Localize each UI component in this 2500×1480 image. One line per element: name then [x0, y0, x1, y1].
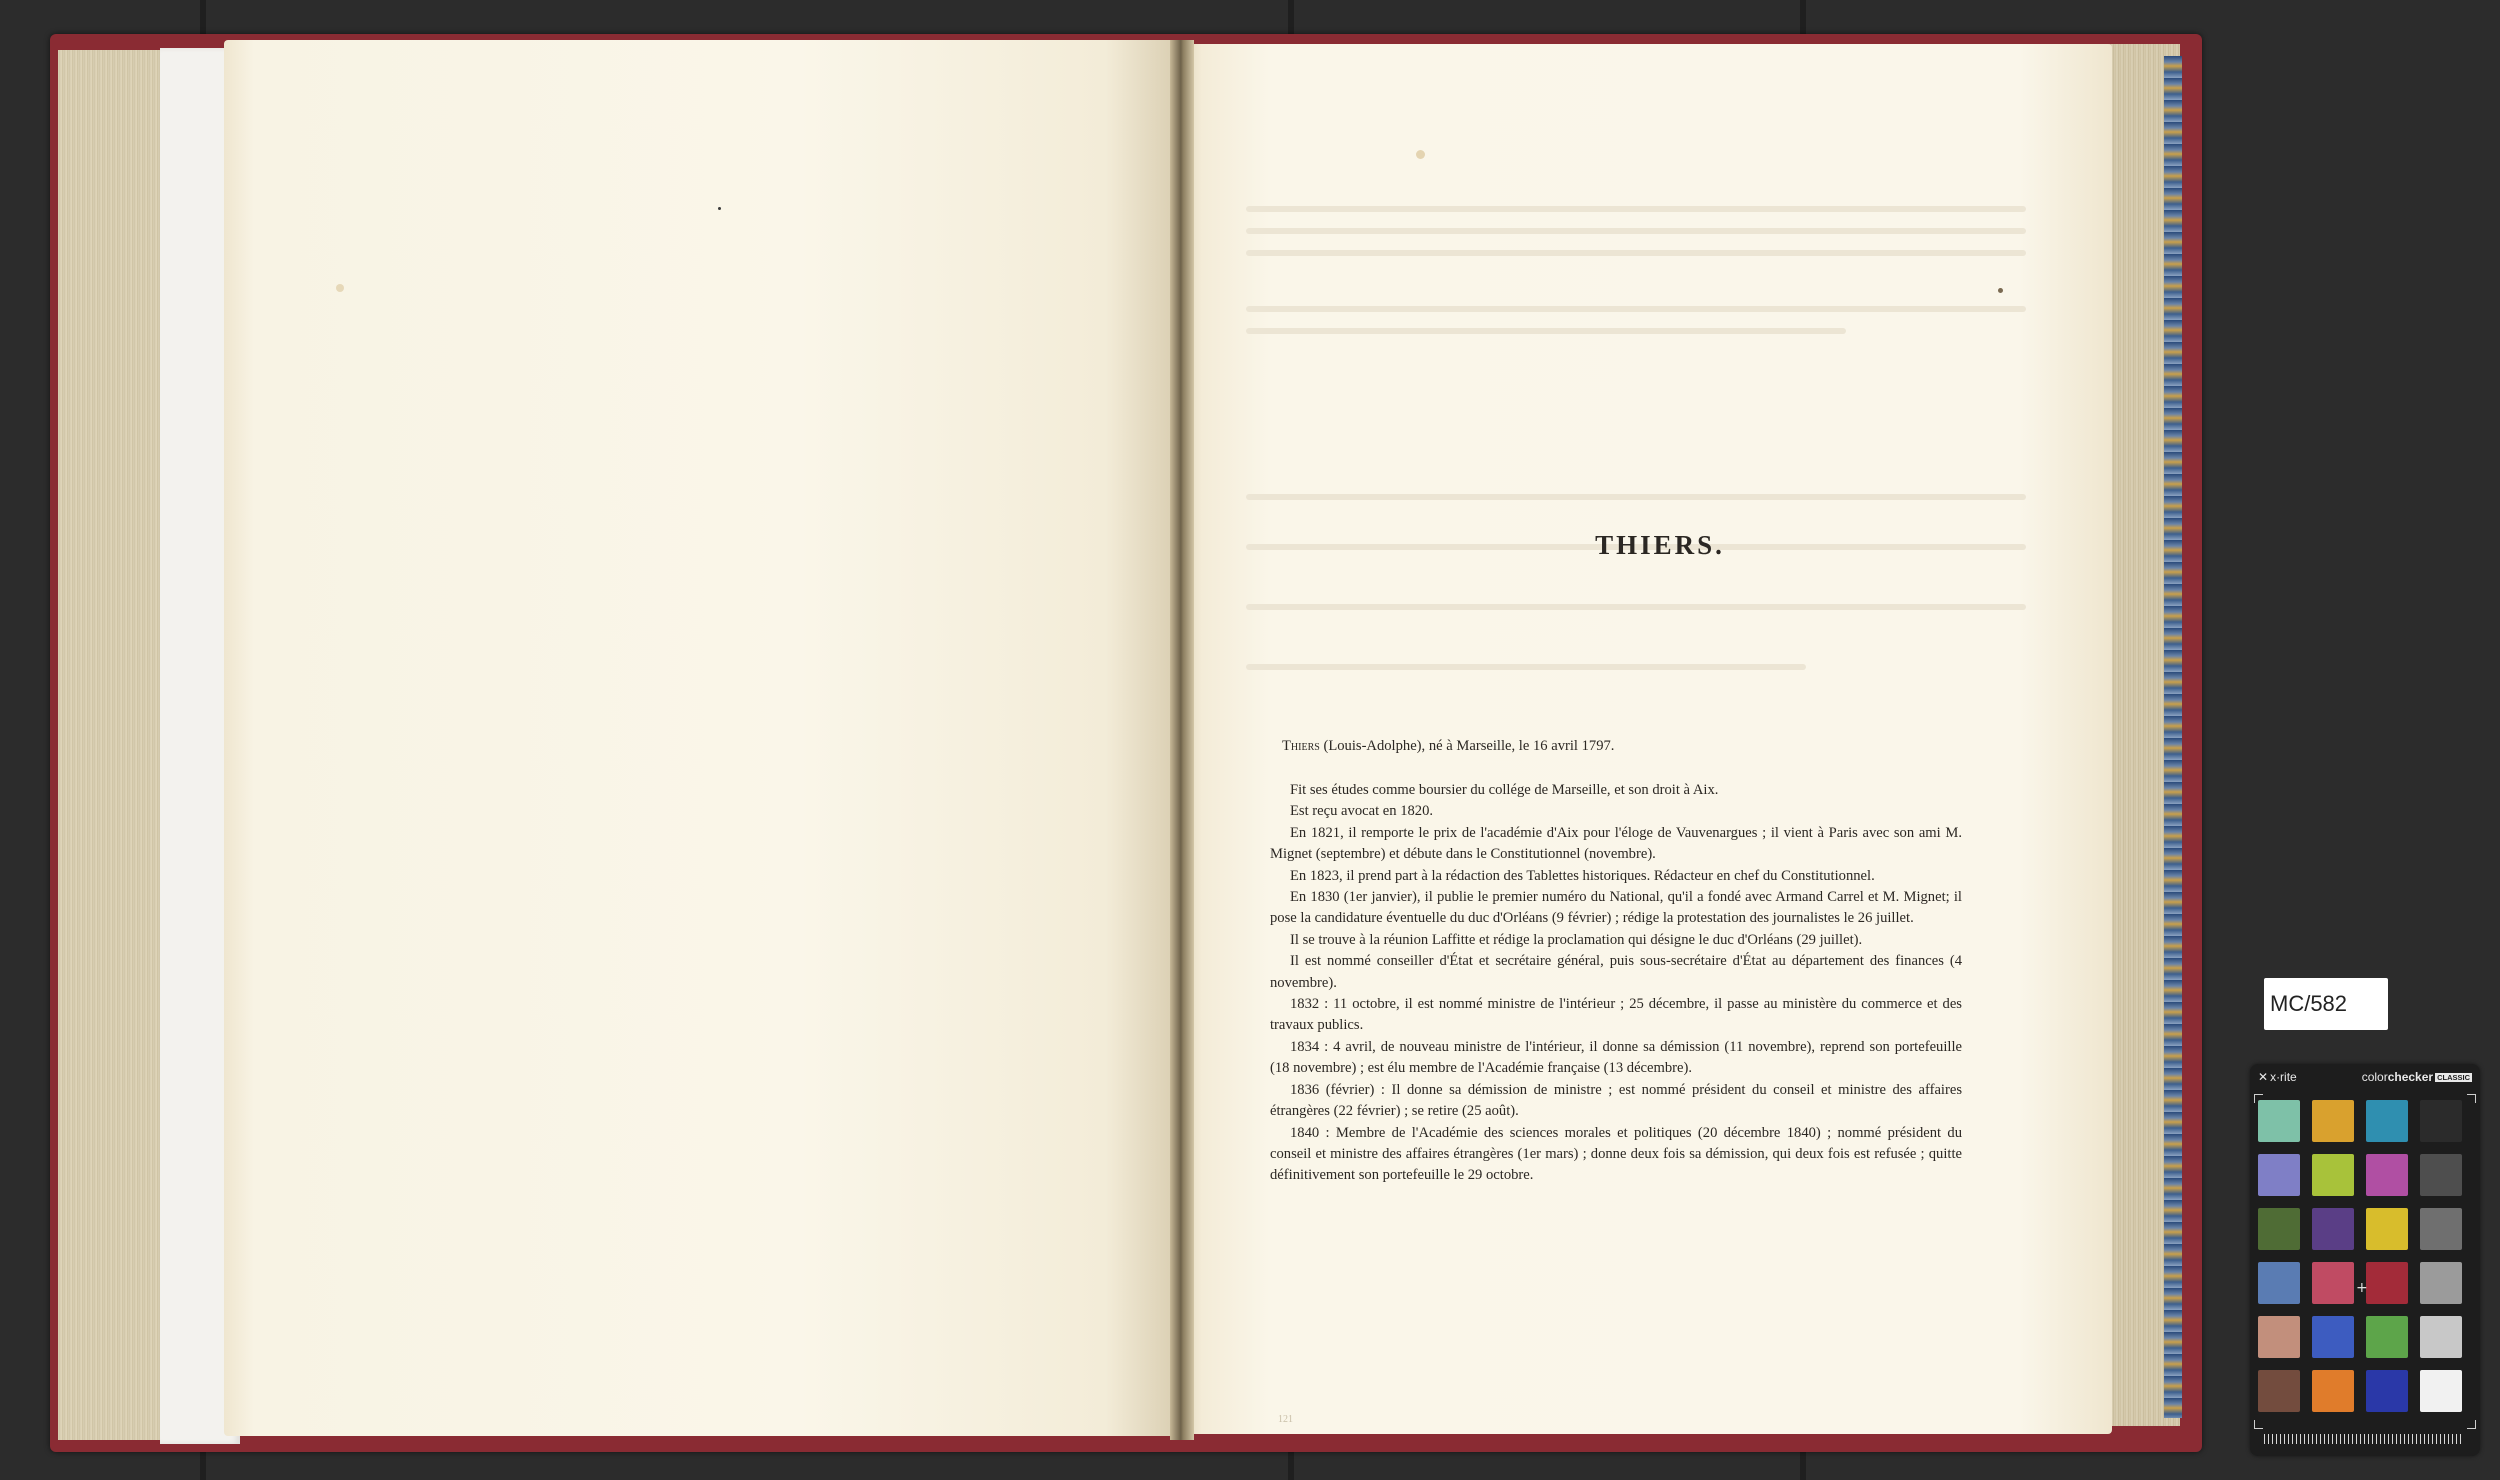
right-page [1176, 44, 2112, 1434]
color-patch [2420, 1316, 2462, 1358]
color-patch [2312, 1100, 2354, 1142]
shelfmark-text: MC/582 [2270, 991, 2348, 1016]
xrite-mark-icon: ✕ [2258, 1070, 2269, 1084]
foxing-spot [1416, 150, 1425, 159]
show-through [1246, 306, 2026, 312]
crop-mark [2467, 1420, 2476, 1429]
crop-mark [2254, 1420, 2263, 1429]
color-patch [2312, 1262, 2354, 1304]
color-patch [2366, 1316, 2408, 1358]
biography-paragraph: 1834 : 4 avril, de nouveau ministre de l'intérieur, il donne sa démission (11 novembre), reprend son portefeuille (18 novembre) ; est élu membre de l'Académie française (13 décembre). [1270, 1038, 1962, 1077]
color-patch [2366, 1262, 2408, 1304]
color-patch [2420, 1262, 2462, 1304]
color-patch [2366, 1154, 2408, 1196]
color-patch [2420, 1100, 2462, 1142]
biography-paragraph: 1840 : Membre de l'Académie des sciences morales et politiques (20 décembre 1840) ; nommé président du conseil et ministre des affaires étrangères (1er mars) ; donne deux fois sa démission, qui deux fois est refusée ; quitte définitivement son portefeuille le 29 octobre. [1270, 1124, 1962, 1184]
color-patch [2258, 1100, 2300, 1142]
color-patch [2258, 1316, 2300, 1358]
biography-paragraph: Est reçu avocat en 1820. [1290, 803, 1434, 820]
color-patch [2366, 1208, 2408, 1250]
color-patch [2420, 1370, 2462, 1412]
scale-ruler [2264, 1434, 2464, 1444]
color-patch-grid [2258, 1100, 2472, 1420]
biography-paragraph: En 1821, il remporte le prix de l'académie d'Aix pour l'éloge de Vauvenargues ; il vient à Paris avec son ami M. Mignet (septembre) et débute dans le Constitutionnel (novembre). [1270, 824, 1962, 863]
color-patch [2366, 1100, 2408, 1142]
ink-speck [1998, 288, 2003, 293]
marbled-edge [2164, 56, 2182, 1418]
biography-paragraph: Il est nommé conseiller d'État et secrétaire général, puis sous-secrétaire d'État au département des finances (4 novembre). [1270, 953, 1962, 991]
ink-speck [718, 207, 721, 210]
color-patch [2420, 1154, 2462, 1196]
biography-paragraph: En 1823, il prend part à la rédaction des Tablettes historiques. Rédacteur en chef du Constitutionnel. [1290, 867, 1875, 884]
crop-mark [2467, 1094, 2476, 1103]
xrite-logo: ✕ x·rite [2258, 1070, 2297, 1084]
show-through [1246, 494, 2026, 500]
biography-paragraph: En 1830 (1er janvier), il publie le premier numéro du National, qu'il a fondé avec Armand Carrel et M. Mignet; il pose la candidature éventuelle du duc d'Orléans (9 février) ; rédige la protestation des journalistes le 26 juillet. [1270, 889, 1962, 927]
document-title: THIERS. [1595, 530, 1725, 560]
color-patch [2366, 1370, 2408, 1412]
show-through [1246, 250, 2026, 256]
crosshair-icon: + [2356, 1280, 2368, 1296]
color-patch [2258, 1154, 2300, 1196]
opening-name: Thiers [1282, 738, 1320, 754]
shelfmark-label [2264, 978, 2388, 1030]
color-patch [2312, 1316, 2354, 1358]
opening-line [1282, 738, 2042, 755]
show-through [1246, 228, 2026, 234]
show-through [1246, 206, 2026, 212]
biography-paragraph: 1836 (février) : Il donne sa démission de ministre ; est nommé président du conseil et ministre des affaires étrangères (22 février) ; se retire (25 août). [1270, 1081, 1962, 1120]
left-page [224, 40, 1182, 1436]
colorchecker-logo: colorchecker CLASSIC [2361, 1070, 2470, 1084]
book-gutter [1170, 40, 1194, 1440]
color-checker-header [2258, 1070, 2472, 1090]
color-patch [2258, 1370, 2300, 1412]
color-patch [2312, 1208, 2354, 1250]
biography-paragraphs [1270, 780, 1962, 1187]
foxing-spot [336, 284, 344, 292]
folio-number: 121 [1278, 1414, 1293, 1425]
color-patch [2420, 1208, 2462, 1250]
biography-paragraph: Il se trouve à la réunion Laffitte et rédige la proclamation qui désigne le duc d'Orléans (29 juillet). [1290, 931, 1863, 948]
color-patch [2312, 1370, 2354, 1412]
biography-paragraph: Fit ses études comme boursier du collége de Marseille, et son droit à Aix. [1290, 782, 1719, 798]
color-patch [2312, 1154, 2354, 1196]
opening-rest: (Louis-Adolphe), né à Marseille, le 16 avril 1797. [1319, 738, 1615, 754]
color-patch [2258, 1208, 2300, 1250]
color-checker-card [2250, 1064, 2480, 1456]
show-through [1246, 328, 1846, 334]
show-through [1246, 664, 1806, 670]
show-through [1246, 604, 2026, 610]
crop-mark [2254, 1094, 2263, 1103]
biography-paragraph: 1832 : 11 octobre, il est nommé ministre de l'intérieur ; 25 décembre, il passe au ministère du commerce et des travaux publics. [1270, 996, 1962, 1034]
color-patch [2258, 1262, 2300, 1304]
